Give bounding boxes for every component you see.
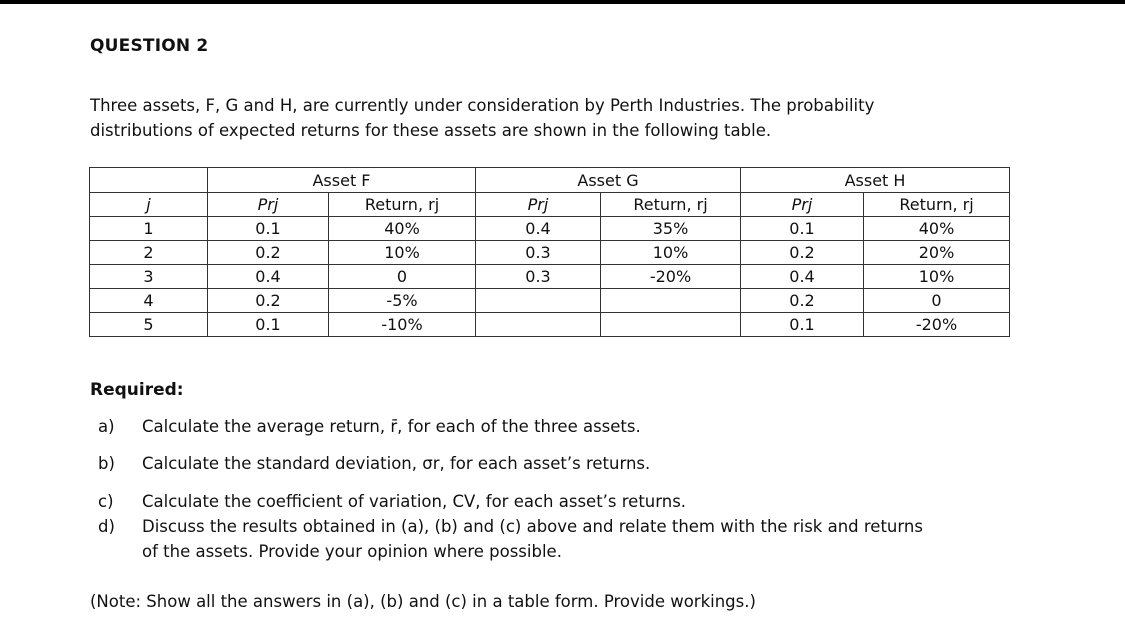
cell-g-prob: 0.3 (476, 241, 601, 265)
cell-f-return: 0 (329, 265, 476, 289)
item-text-line-2: of the assets. Provide your opinion where possible. (142, 542, 562, 561)
cell-f-return: 10% (329, 241, 476, 265)
table-row (90, 289, 1010, 313)
col-j-header: j (90, 193, 208, 217)
cell-f-return: -5% (329, 289, 476, 313)
cell-j: 5 (90, 313, 208, 337)
empty-header-cell (90, 168, 208, 193)
asset-f-header: Asset F (208, 168, 476, 193)
returns-table (89, 167, 1010, 337)
asset-g-header: Asset G (476, 168, 741, 193)
cell-f-prob: 0.2 (208, 289, 329, 313)
cell-f-prob: 0.4 (208, 265, 329, 289)
cell-g-return (601, 313, 741, 337)
cell-h-prob: 0.2 (741, 289, 864, 313)
col-h-return-header: Return, rj (864, 193, 1010, 217)
cell-h-return: 10% (864, 265, 1010, 289)
intro-line-1: Three assets, F, G and H, are currently under consideration by Perth Industries. The probability (90, 96, 875, 115)
item-text (142, 514, 923, 564)
top-border (0, 0, 1125, 4)
table-group-header (90, 168, 1010, 193)
cell-g-return: 35% (601, 217, 741, 241)
required-item-b (90, 451, 650, 476)
item-label: c) (98, 492, 114, 511)
col-g-prob-header: Prj (476, 193, 601, 217)
required-item-c (90, 489, 686, 514)
cell-f-return: -10% (329, 313, 476, 337)
item-text: Calculate the standard deviation, σr, for each asset’s returns. (142, 454, 651, 473)
required-item-a (90, 414, 641, 439)
required-heading: Required: (90, 380, 184, 400)
cell-j: 3 (90, 265, 208, 289)
col-f-prob-header: Prj (208, 193, 329, 217)
required-item-d (90, 514, 923, 564)
cell-h-return: 0 (864, 289, 1010, 313)
table-row (90, 241, 1010, 265)
cell-g-return: 10% (601, 241, 741, 265)
table-column-header (90, 193, 1010, 217)
table-row (90, 313, 1010, 337)
col-g-return-header: Return, rj (601, 193, 741, 217)
col-h-prob-header: Prj (741, 193, 864, 217)
cell-j: 1 (90, 217, 208, 241)
item-text: Calculate the average return, r̄, for each of the three assets. (142, 417, 641, 436)
cell-j: 4 (90, 289, 208, 313)
cell-g-prob: 0.3 (476, 265, 601, 289)
cell-f-prob: 0.1 (208, 217, 329, 241)
cell-h-return: 40% (864, 217, 1010, 241)
cell-g-return: -20% (601, 265, 741, 289)
intro-paragraph (90, 93, 990, 143)
col-f-return-header: Return, rj (329, 193, 476, 217)
cell-g-return (601, 289, 741, 313)
cell-f-prob: 0.1 (208, 313, 329, 337)
table-row (90, 217, 1010, 241)
cell-h-return: 20% (864, 241, 1010, 265)
cell-g-prob (476, 289, 601, 313)
intro-line-2: distributions of expected returns for these assets are shown in the following table. (90, 121, 772, 140)
cell-g-prob (476, 313, 601, 337)
note-text: (Note: Show all the answers in (a), (b) and (c) in a table form. Provide workings.) (90, 592, 756, 611)
item-label: b) (98, 454, 115, 473)
item-label: d) (98, 517, 115, 536)
cell-h-prob: 0.4 (741, 265, 864, 289)
item-text: Calculate the coefficient of variation, CV, for each asset’s returns. (142, 492, 687, 511)
question-heading: QUESTION 2 (90, 36, 209, 56)
cell-j: 2 (90, 241, 208, 265)
table-row (90, 265, 1010, 289)
cell-f-return: 40% (329, 217, 476, 241)
cell-h-prob: 0.2 (741, 241, 864, 265)
cell-h-prob: 0.1 (741, 313, 864, 337)
item-text-line-1: Discuss the results obtained in (a), (b) and (c) above and relate them with the risk and returns (142, 517, 923, 536)
item-label: a) (98, 417, 115, 436)
asset-h-header: Asset H (741, 168, 1010, 193)
cell-g-prob: 0.4 (476, 217, 601, 241)
cell-f-prob: 0.2 (208, 241, 329, 265)
cell-h-return: -20% (864, 313, 1010, 337)
cell-h-prob: 0.1 (741, 217, 864, 241)
